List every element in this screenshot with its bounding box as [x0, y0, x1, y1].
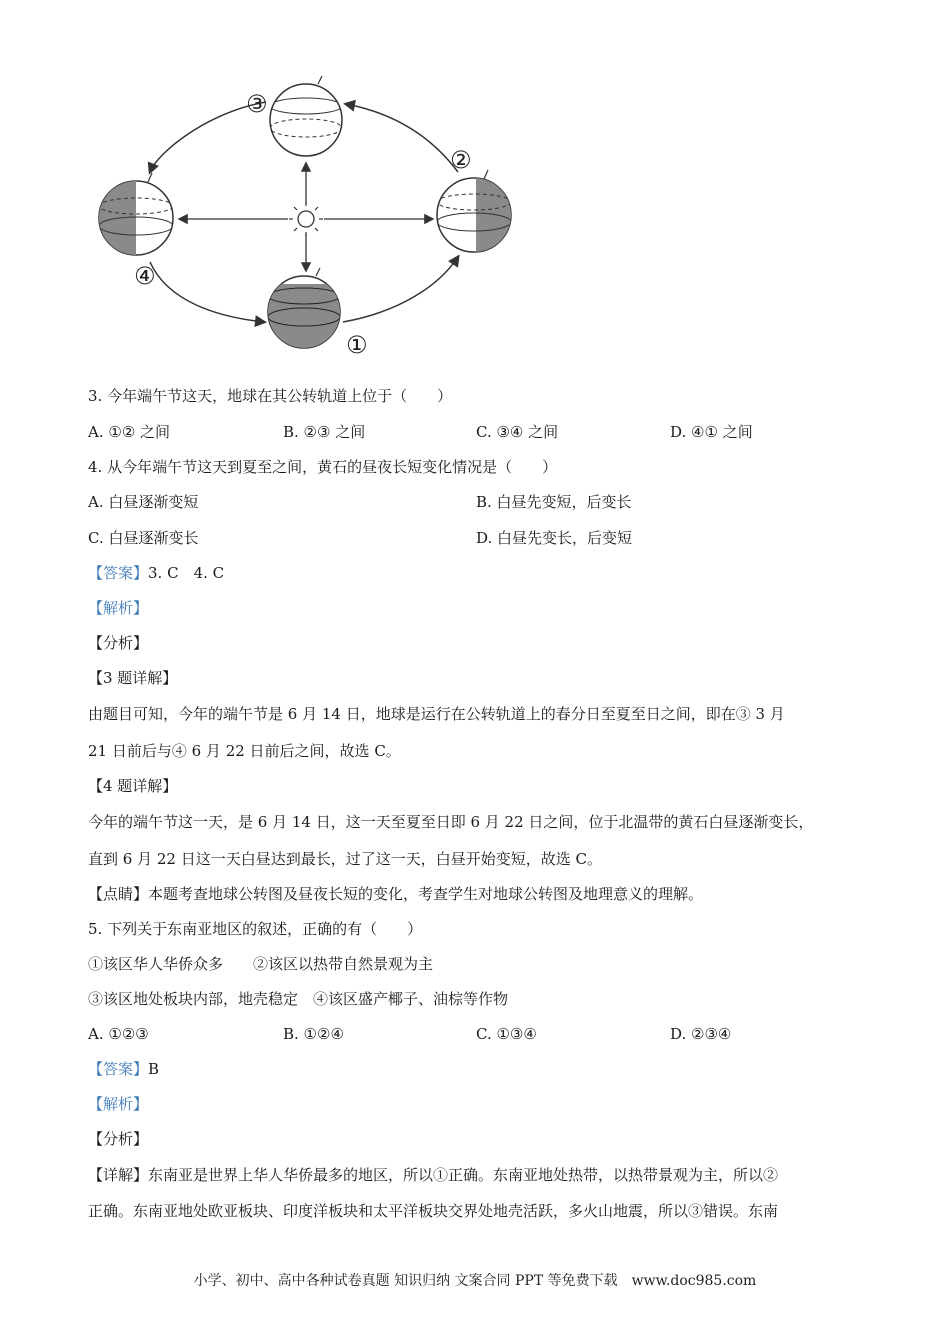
figure-label-2: ②: [450, 146, 472, 174]
question-4-stem: 4. 从今年端午节这天到夏至之间，黄石的昼夜长短变化情况是（ ）: [88, 458, 558, 476]
earth-globe-4: [96, 172, 173, 262]
detail-5-line-2: 正确。东南亚地处欧亚板块、印度洋板块和太平洋板块交界处地壳活跃，多火山地震，所以③错误。东南: [88, 1202, 779, 1220]
detail-3-heading: 【3 题详解】: [88, 669, 178, 687]
detail-5-text: 东南亚是世界上华人华侨最多的地区，所以①正确。东南亚地处热带，以热带景观为主，所以②: [148, 1166, 779, 1184]
q5-option-d: D. ②③④: [670, 1025, 732, 1043]
q4-option-d: D. 白昼先变长，后变短: [476, 529, 633, 547]
q3-option-b: B. ②③ 之间: [283, 423, 366, 441]
analysis-tag: 【解析】: [88, 599, 149, 617]
orbit-arc: [150, 262, 264, 322]
q5-option-a: A. ①②③: [88, 1025, 149, 1043]
question-5-stem: 5. 下列关于东南亚地区的叙述，正确的有（ ）: [88, 920, 423, 938]
detail-4-line-2: 直到 6 月 22 日这一天白昼达到最长，过了这一天，白昼开始变短，故选 C。: [88, 850, 602, 868]
q5-option-c: C. ①③④: [476, 1025, 537, 1043]
answer-tag: 【答案】: [88, 1060, 149, 1078]
answer-block-2: [88, 1059, 159, 1079]
detail-4-line-1: 今年的端午节这一天，是 6 月 14 日，这一天至夏至日即 6 月 22 日之间，位于北温带的黄石白昼逐渐变长，: [88, 813, 814, 831]
q4-option-a: A. 白昼逐渐变短: [88, 493, 199, 511]
q5-option-b: B. ①②④: [283, 1025, 344, 1043]
q3-option-c: C. ③④ 之间: [476, 423, 559, 441]
dianjing-block: [88, 884, 703, 904]
q5-statement-2: ③该区地处板块内部，地壳稳定 ④该区盛产椰子、油棕等作物: [88, 990, 509, 1008]
q4-option-c: C. 白昼逐渐变长: [88, 529, 199, 547]
page-footer: 小学、初中、高中各种试卷真题 知识归纳 文案合同 PPT 等免费下载 www.doc985.com: [193, 1273, 757, 1289]
detail-5-line-1: [88, 1165, 778, 1185]
q3-option-d: D. ④① 之间: [670, 423, 753, 441]
detail-5-tag: 【详解】: [88, 1166, 149, 1184]
answer-tag: 【答案】: [88, 564, 149, 582]
answer-text: 3. C 4. C: [148, 564, 225, 582]
figure-label-1: ①: [346, 331, 368, 359]
q5-statement-1: ①该区华人华侨众多 ②该区以热带自然景观为主: [88, 955, 434, 973]
earth-globe-2: [437, 170, 516, 262]
orbit-arc: [346, 104, 458, 172]
q4-option-b: B. 白昼先变短，后变长: [476, 493, 632, 511]
detail-3-line-1: 由题目可知，今年的端午节是 6 月 14 日，地球是运行在公转轨道上的春分日至夏至日之间，即在③ 3 月: [88, 705, 785, 723]
figure-label-3: ③: [246, 90, 268, 118]
earth-revolution-figure: [88, 72, 528, 362]
dianjing-text: 本题考查地球公转图及昼夜长短的变化，考查学生对地球公转图及地理意义的理解。: [148, 885, 704, 903]
fenxi-heading: 【分析】: [88, 634, 149, 652]
detail-3-line-2: 21 日前后与④ 6 月 22 日前后之间，故选 C。: [88, 742, 401, 760]
answer-block-1: [88, 563, 224, 583]
q3-option-a: A. ①② 之间: [88, 423, 171, 441]
answer-text: B: [148, 1060, 160, 1078]
figure-label-4: ④: [134, 262, 156, 290]
fenxi-heading: 【分析】: [88, 1130, 149, 1148]
earth-globe-1: [268, 268, 340, 354]
detail-4-heading: 【4 题详解】: [88, 777, 178, 795]
sun-icon: [289, 202, 323, 236]
dianjing-tag: 【点睛】: [88, 885, 149, 903]
orbit-arc: [343, 257, 458, 322]
question-3-stem: 3. 今年端午节这天，地球在其公转轨道上位于（ ）: [88, 387, 453, 405]
earth-globe-3: [270, 76, 342, 156]
analysis-tag: 【解析】: [88, 1095, 149, 1113]
